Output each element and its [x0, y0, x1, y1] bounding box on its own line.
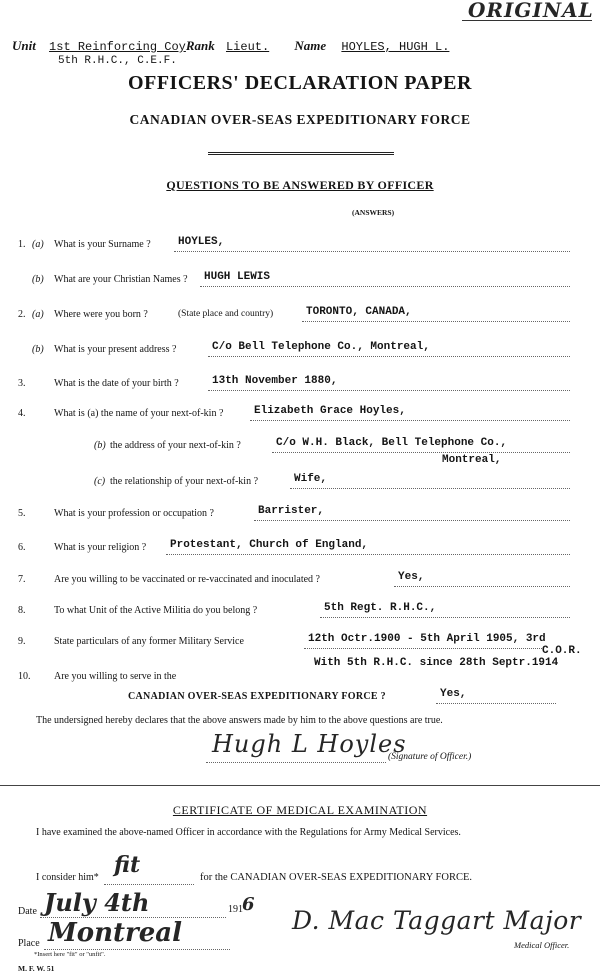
q4a-answer: Elizabeth Grace Hoyles, [254, 405, 406, 417]
officer-signature-line [206, 762, 386, 763]
q2b-text: What is your present address ? [54, 344, 177, 355]
fit-value: fit [114, 852, 141, 878]
q3-line [208, 390, 570, 391]
q6-answer: Protestant, Church of England, [170, 539, 369, 551]
q2a-note: (State place and country) [178, 309, 274, 319]
signature-label: (Signature of Officer.) [388, 752, 472, 762]
header-row [12, 38, 449, 54]
q6-line [166, 554, 570, 555]
medical-heading: CERTIFICATE OF MEDICAL EXAMINATION [172, 803, 428, 817]
q1a-answer: HOYLES, [178, 236, 225, 248]
consider-label: I consider him* [36, 872, 99, 883]
q10-num: 10. [18, 671, 31, 682]
q10-line [436, 703, 556, 704]
q5-line [254, 520, 570, 521]
unit-value-line2: 5th R.H.C., C.E.F. [58, 55, 177, 67]
unit-value: 1st Reinforcing Coy [49, 40, 186, 54]
answers-label: (ANSWERS) [352, 208, 395, 217]
q2b-line [208, 356, 570, 357]
q9-answer-line3: With 5th R.H.C. since 28th Septr.1914 [314, 657, 559, 669]
subtitle: CANADIAN OVER-SEAS EXPEDITIONARY FORCE [129, 112, 471, 127]
q4b-answer: C/o W.H. Black, Bell Telephone Co., [276, 437, 508, 449]
q8-text: To what Unit of the Active Militia do you belong ? [54, 605, 258, 616]
q1b-line [200, 286, 570, 287]
q3-num: 3. [18, 378, 26, 389]
q8-num: 8. [18, 605, 26, 616]
q4c-text: the relationship of your next-of-kin ? [110, 476, 259, 487]
name-value: HOYLES, HUGH L. [341, 40, 450, 54]
q2a-answer: TORONTO, CANADA, [306, 306, 412, 318]
year-digit: 6 [242, 894, 255, 915]
q9-answer-line2: C.O.R. [542, 645, 582, 657]
date-value: July 4th [44, 888, 150, 917]
q9-answer: 12th Octr.1900 - 5th April 1905, 3rd [308, 633, 546, 645]
q4a-text: What is (a) the name of your next-of-kin ? [54, 408, 224, 419]
q8-answer: 5th Regt. R.H.C., [324, 602, 437, 614]
section-divider [0, 785, 600, 786]
q10-answer: Yes, [440, 688, 467, 700]
title-rule [208, 152, 394, 155]
q5-text: What is your profession or occupation ? [54, 508, 214, 519]
q9-line [304, 648, 544, 649]
q7-answer: Yes, [398, 571, 425, 583]
q4a-line [250, 420, 570, 421]
q6-text: What is your religion ? [54, 542, 147, 553]
q1a-text: What is your Surname ? [54, 239, 151, 250]
q10-text-line2: CANADIAN OVER-SEAS EXPEDITIONARY FORCE ? [128, 691, 386, 702]
place-label: Place [18, 938, 40, 949]
place-line [44, 949, 230, 950]
q4b-text: the address of your next-of-kin ? [110, 440, 241, 451]
q8-line [320, 617, 570, 618]
q4b-line [272, 452, 570, 453]
footnote: *Insert here "fit" or "unfit". [34, 951, 106, 958]
officer-signature: Hugh L Hoyles [212, 730, 407, 758]
q7-num: 7. [18, 574, 26, 585]
consider-tail: for the CANADIAN OVER-SEAS EXPEDITIONARY FORCE. [200, 872, 473, 883]
name-label: Name [294, 38, 327, 53]
q5-answer: Barrister, [258, 505, 325, 517]
q1a-line [174, 251, 570, 252]
q7-line [394, 586, 570, 587]
q4-num: 4. [18, 408, 26, 419]
q4c-answer: Wife, [294, 473, 328, 485]
q7-text: Are you willing to be vaccinated or re-vaccinated and inoculated ? [54, 574, 320, 585]
q2b-sub: (b) [32, 344, 44, 355]
q5-num: 5. [18, 508, 26, 519]
original-stamp: ORIGINAL [468, 0, 594, 22]
q1b-text: What are your Christian Names ? [54, 274, 188, 285]
date-label: Date [18, 906, 37, 917]
q1b-sub: (b) [32, 274, 44, 285]
q1a-sub: (a) [32, 239, 44, 250]
declaration-text: The undersigned hereby declares that the above answers made by him to the above questions are true. [36, 715, 443, 726]
year-prefix: 191 [228, 904, 243, 915]
q2a-num: 2. [18, 309, 26, 320]
q10-text: Are you willing to serve in the [54, 671, 177, 682]
medical-officer-label: Medical Officer. [514, 940, 570, 950]
page-title: OFFICERS' DECLARATION PAPER [128, 72, 472, 94]
q2a-sub: (a) [32, 309, 44, 320]
q2a-text: Where were you born ? [54, 309, 148, 320]
form-code: M. F. W. 51 [18, 964, 55, 973]
q9-text: State particulars of any former Military Service [54, 636, 244, 647]
medical-text: I have examined the above-named Officer in accordance with the Regulations for Army Medical Services. [36, 827, 461, 838]
rank-value: Lieut. [225, 40, 270, 54]
unit-label: Unit [12, 38, 36, 53]
q1a-num: 1. [18, 239, 26, 250]
stamp-underline [462, 20, 592, 21]
q3-text: What is the date of your birth ? [54, 378, 179, 389]
q2a-line [302, 321, 570, 322]
questions-heading: QUESTIONS TO BE ANSWERED BY OFFICER [166, 178, 434, 192]
q4b-sub: (b) [94, 440, 106, 451]
q2b-answer: C/o Bell Telephone Co., Montreal, [212, 341, 430, 353]
q3-answer: 13th November 1880, [212, 375, 338, 387]
q6-num: 6. [18, 542, 26, 553]
place-value: Montreal [48, 918, 182, 948]
fit-line [104, 884, 194, 885]
q4c-sub: (c) [94, 476, 106, 487]
q4c-line [290, 488, 570, 489]
rank-label: Rank [185, 38, 215, 53]
q9-num: 9. [18, 636, 26, 647]
q1b-answer: HUGH LEWIS [204, 271, 271, 283]
medical-signature: D. Mac Taggart Major [292, 906, 582, 935]
q4b-answer-line2: Montreal, [442, 454, 502, 466]
